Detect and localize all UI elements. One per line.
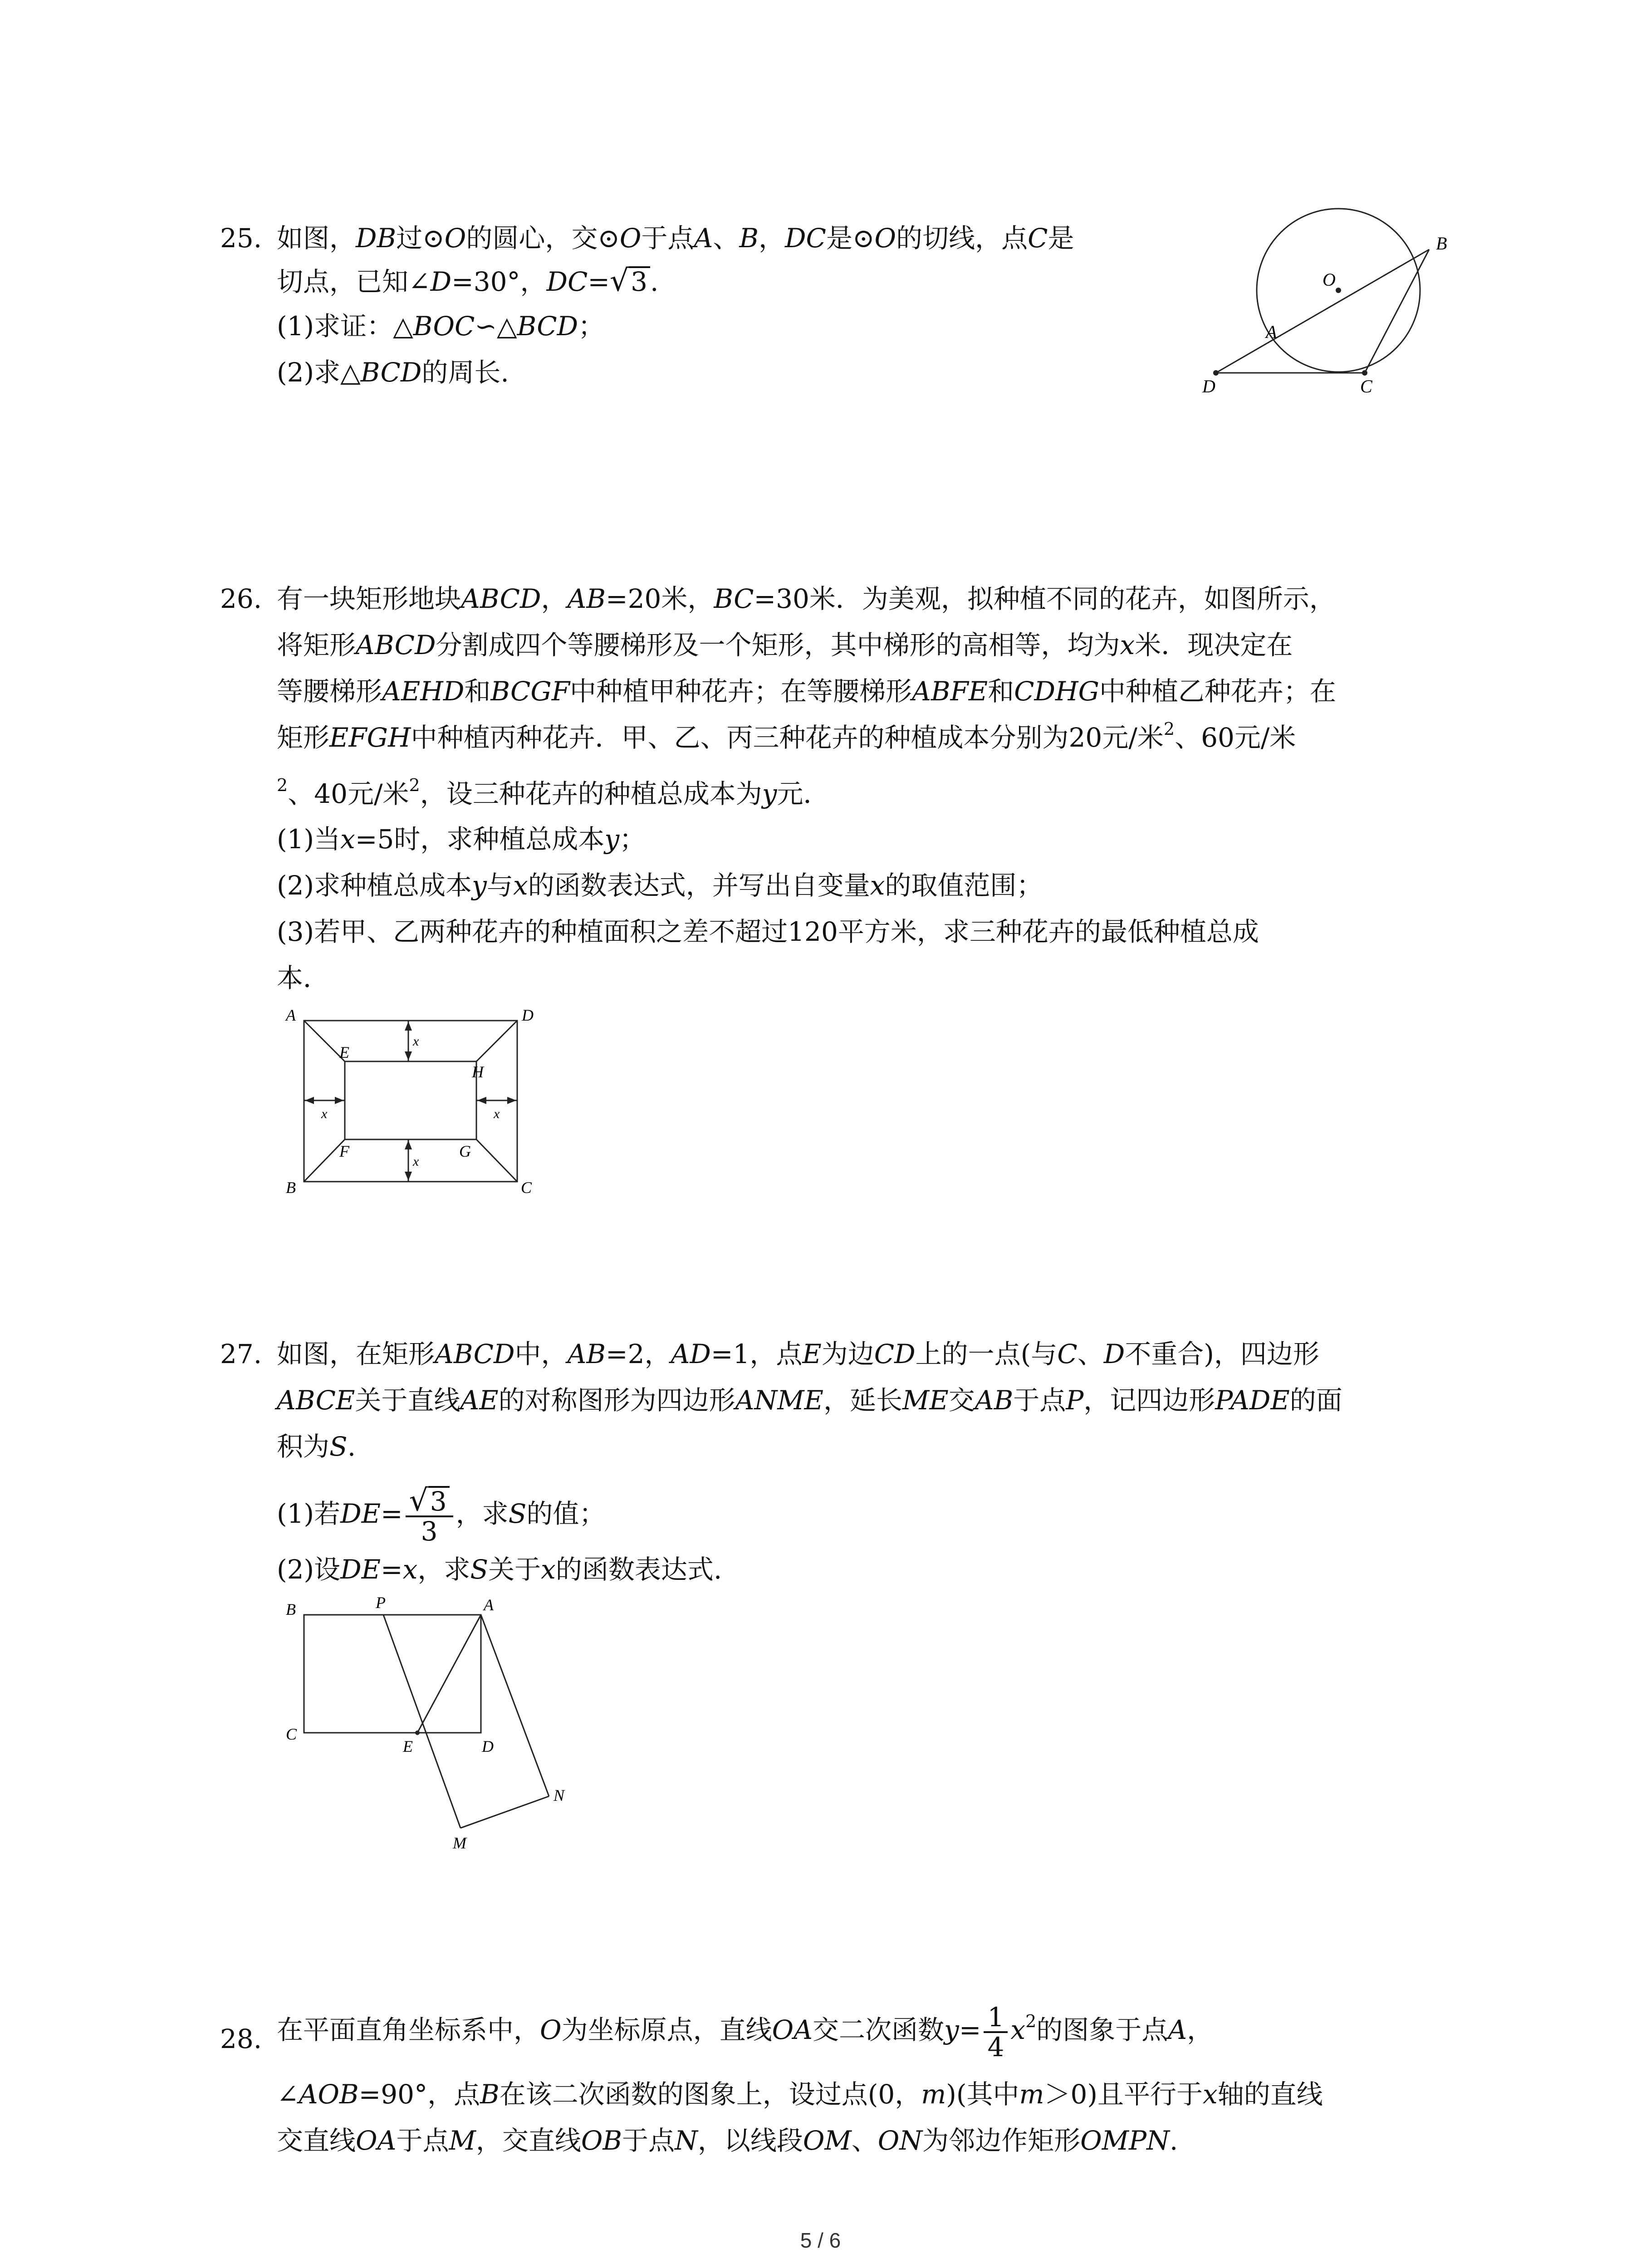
- q25-line-1: 如图，DB过⊙O的圆心，交⊙O于点A、B，DC是⊙O的切线，点C是: [277, 223, 1074, 254]
- label-P: P: [376, 1593, 386, 1612]
- label-D: D: [482, 1737, 494, 1755]
- label-G: G: [459, 1142, 471, 1160]
- q27-rectangle-figure: [272, 1588, 599, 1860]
- label-D: D: [1202, 376, 1215, 396]
- q26-part-3-cont: 本．: [277, 963, 330, 993]
- label-H: H: [472, 1063, 484, 1081]
- q26-line-4: 矩形EFGH中种植丙种花卉．甲、乙、丙三种花卉的种植成本分别为20元/米$^2$、60元/米: [277, 719, 1296, 753]
- label-B: B: [286, 1178, 296, 1197]
- label-B: B: [1436, 233, 1447, 254]
- label-D: D: [522, 1007, 534, 1024]
- label-x-top: x: [413, 1034, 419, 1049]
- label-A: A: [1266, 322, 1277, 342]
- label-x-left: x: [321, 1106, 328, 1121]
- label-E: E: [339, 1043, 349, 1061]
- q25-number: 25.: [220, 223, 262, 254]
- q28-line-3: 交直线OA于点M，交直线OB于点N，以线段OM、ON为邻边作矩形OMPN.: [277, 2125, 1178, 2156]
- label-E: E: [403, 1737, 413, 1755]
- label-O: O: [1323, 269, 1336, 290]
- label-A: A: [484, 1596, 494, 1614]
- q26-number: 26.: [220, 583, 262, 614]
- fraction-sqrt3-over-3: $\frac{√3}{3}$: [406, 1486, 453, 1545]
- fraction-one-quarter: $\frac{1}{4}$: [984, 2003, 1008, 2061]
- q26-line-1: 有一块矩形地块ABCD，AB=20米，BC=30米．为美观，拟种植不同的花卉，如图所示，: [277, 583, 1336, 614]
- label-N: N: [554, 1786, 565, 1804]
- q27-line-3: 积为S.: [277, 1431, 356, 1462]
- q28-line-2: ∠AOB=90°，点B在该二次函数的图象上，设过点(0，m)(其中m＞0)且平行于x轴的直线: [277, 2079, 1323, 2110]
- q26-part-2: (2)求种植总成本y与x的函数表达式，并写出自变量x的取值范围；: [277, 870, 1043, 901]
- q25-part-1: (1)求证：△BOC∽△BCD；: [277, 311, 605, 342]
- label-x-bottom: x: [413, 1154, 419, 1169]
- label-C: C: [1360, 376, 1372, 396]
- q25-circle-figure: [1189, 204, 1470, 399]
- q27-line-1: 如图，在矩形ABCD中，AB=2，AD=1，点E为边CD上的一点(与C、D不重合)，四边形: [277, 1339, 1319, 1369]
- q27-line-2: ABCE关于直线AE的对称图形为四边形ANME，延长ME交AB于点P，记四边形PADE的面: [277, 1385, 1342, 1416]
- q27-part-2: (2)设DE=x，求S关于x的函数表达式.: [277, 1554, 722, 1585]
- label-A: A: [286, 1007, 296, 1024]
- label-C: C: [521, 1178, 532, 1197]
- q28-line-1: 在平面直角坐标系中，O为坐标原点，直线OA交二次函数y= $\frac{1}{4}$ $x^2$的图象于点A，: [277, 2001, 1214, 2063]
- q26-part-3: (3)若甲、乙两种花卉的种植面积之差不超过120平方米，求三种花卉的最低种植总成: [277, 916, 1259, 947]
- q26-line-5: $^2$、40元/米$^2$，设三种花卉的种植总成本为y元．: [277, 775, 830, 809]
- sqrt-3: 3: [629, 266, 650, 295]
- page-number: 5 / 6: [800, 2229, 841, 2252]
- q25-line-2: 切点，已知∠D=30°，DC=√3 .: [277, 263, 659, 298]
- q26-line-2: 将矩形ABCD分割成四个等腰梯形及一个矩形，其中梯形的高相等，均为x米．现决定在: [277, 630, 1293, 660]
- q27-number: 27.: [220, 1339, 262, 1369]
- q26-line-3: 等腰梯形AEHD和BCGF中种植甲种花卉；在等腰梯形ABFE和CDHG中种植乙种花卉；在: [277, 676, 1336, 707]
- label-C: C: [286, 1725, 297, 1743]
- label-B: B: [286, 1600, 296, 1618]
- label-M: M: [453, 1834, 466, 1852]
- label-x-right: x: [494, 1106, 500, 1121]
- q28-number: 28.: [220, 2024, 262, 2054]
- q25-part-2: (2)求△BCD的周长.: [277, 357, 509, 388]
- q26-rectangle-figure: [272, 1007, 554, 1198]
- label-F: F: [339, 1142, 349, 1160]
- q26-part-1: (1)当x=5时，求种植总成本y；: [277, 824, 646, 855]
- q27-part-1: (1)若DE= $\frac{√3}{3}$ ，求S的值；: [277, 1483, 606, 1547]
